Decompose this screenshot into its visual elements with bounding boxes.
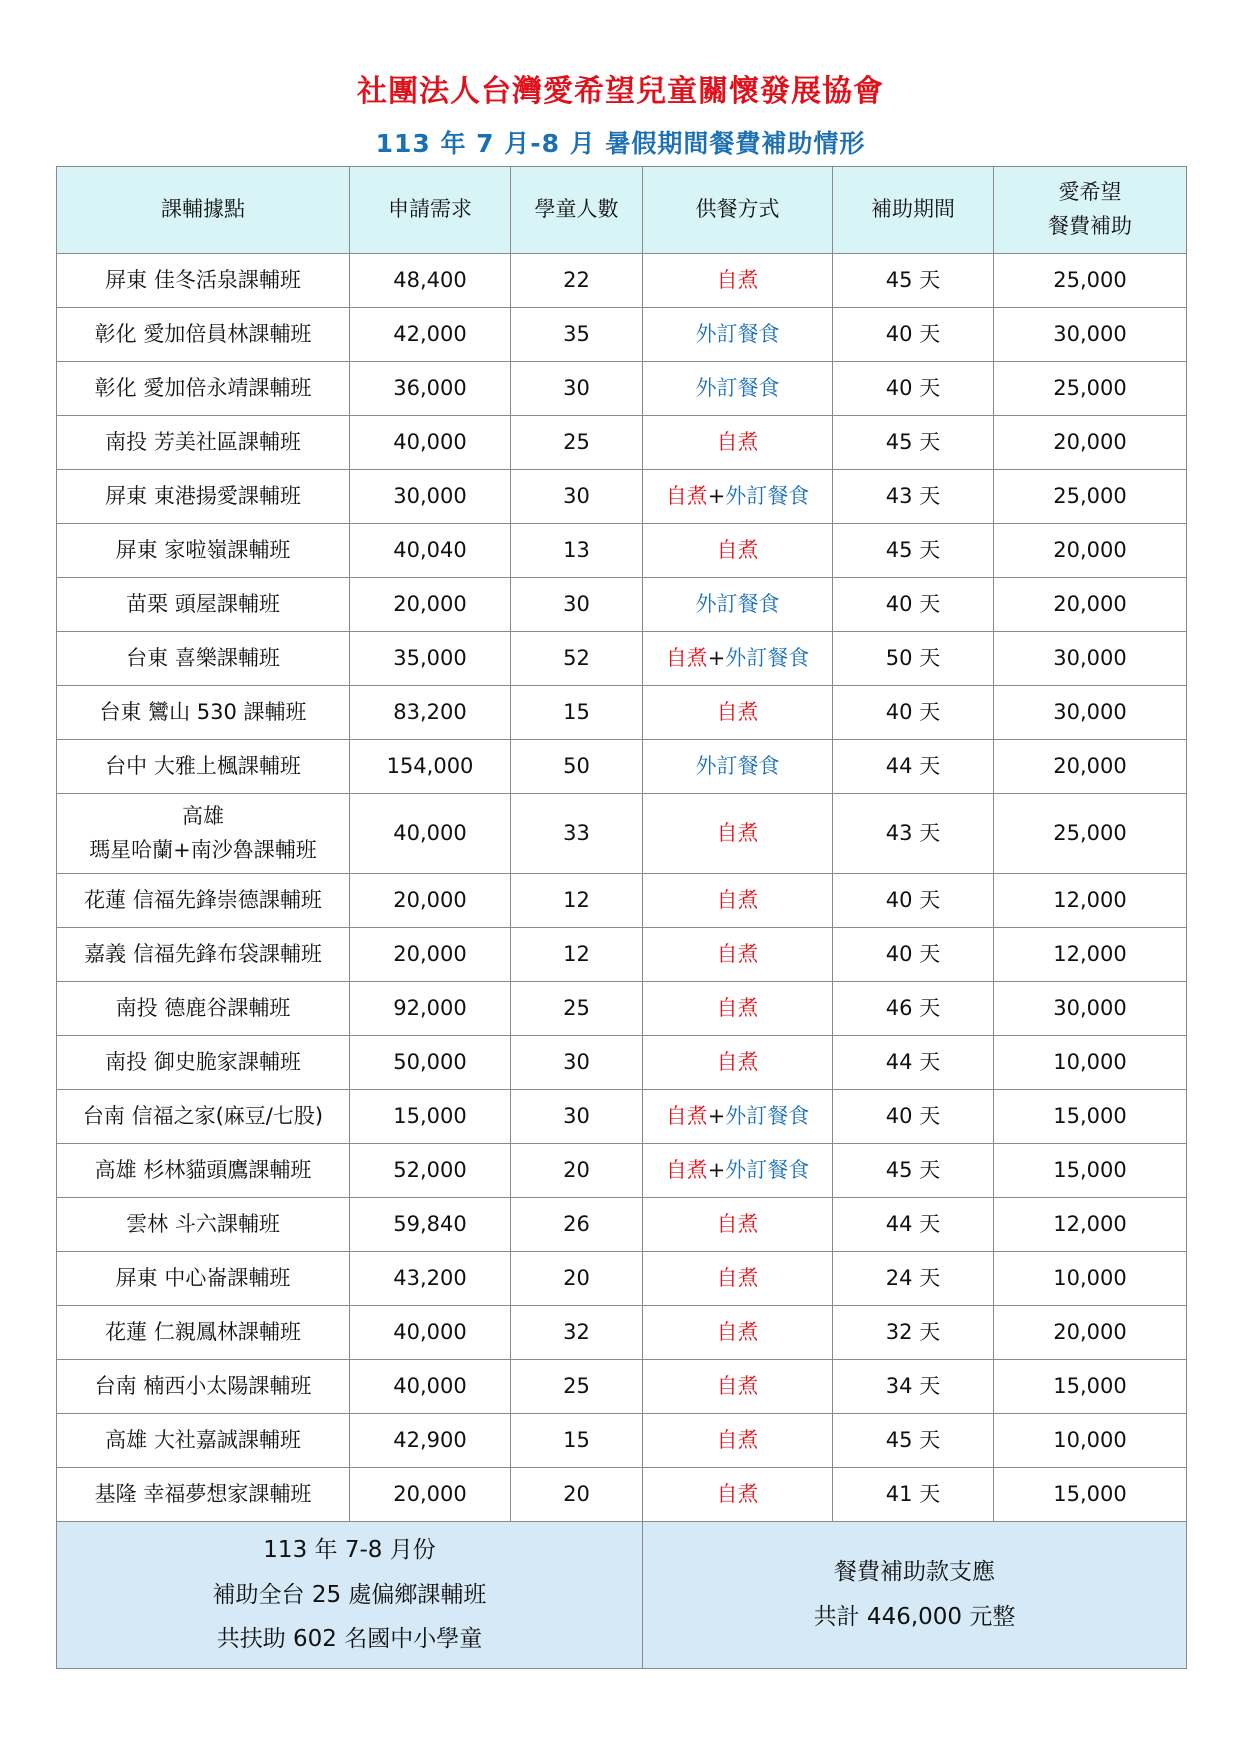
subsidy-cell: 10,000 <box>994 1414 1187 1468</box>
meal-self-cook: 自煮 <box>716 1319 759 1344</box>
period-cell: 24 天 <box>833 1252 994 1306</box>
subsidy-cell: 25,000 <box>994 794 1187 874</box>
period-cell: 44 天 <box>833 740 994 794</box>
meal-type-cell <box>643 686 833 740</box>
meal-self-cook: 自煮 <box>716 1373 759 1398</box>
meal-type-cell <box>643 982 833 1036</box>
subsidy-cell: 15,000 <box>994 1360 1187 1414</box>
subsidy-cell: 12,000 <box>994 874 1187 928</box>
meal-self-cook: 自煮 <box>716 429 759 454</box>
period-cell: 34 天 <box>833 1360 994 1414</box>
requested-cell: 30,000 <box>350 470 511 524</box>
site-cell: 嘉義 信福先鋒布袋課輔班 <box>57 928 350 982</box>
students-cell: 33 <box>511 794 643 874</box>
meal-self-cook: 自煮 <box>716 537 759 562</box>
table-row <box>57 1468 1187 1522</box>
period-cell: 43 天 <box>833 794 994 874</box>
meal-type-cell <box>643 362 833 416</box>
meal-ordered: 外訂餐食 <box>725 645 810 670</box>
meal-self-cook: 自煮 <box>716 699 759 724</box>
requested-cell: 52,000 <box>350 1144 511 1198</box>
students-cell: 15 <box>511 686 643 740</box>
period-cell: 40 天 <box>833 686 994 740</box>
table-row <box>57 1144 1187 1198</box>
meal-self-cook: 自煮 <box>716 820 759 845</box>
meal-type-cell <box>643 928 833 982</box>
table-row <box>57 1252 1187 1306</box>
subsidy-cell: 20,000 <box>994 416 1187 470</box>
site-cell: 屏東 東港揚愛課輔班 <box>57 470 350 524</box>
site-cell: 苗栗 頭屋課輔班 <box>57 578 350 632</box>
requested-cell: 36,000 <box>350 362 511 416</box>
students-cell: 30 <box>511 1090 643 1144</box>
table-row <box>57 686 1187 740</box>
table-row <box>57 578 1187 632</box>
meal-type-cell <box>643 632 833 686</box>
period-cell: 43 天 <box>833 470 994 524</box>
site-cell: 南投 御史脆家課輔班 <box>57 1036 350 1090</box>
table-row <box>57 874 1187 928</box>
summary-right <box>643 1522 1187 1669</box>
table-row <box>57 308 1187 362</box>
subsidy-cell: 12,000 <box>994 928 1187 982</box>
period-cell: 45 天 <box>833 416 994 470</box>
requested-cell: 20,000 <box>350 874 511 928</box>
meal-self-cook: 自煮 <box>716 887 759 912</box>
meal-type-cell <box>643 1252 833 1306</box>
table-row <box>57 362 1187 416</box>
header-students: 學童人數 <box>511 167 643 254</box>
subsidy-cell: 25,000 <box>994 362 1187 416</box>
site-cell: 南投 德鹿谷課輔班 <box>57 982 350 1036</box>
header-requested: 申請需求 <box>350 167 511 254</box>
table-row <box>57 524 1187 578</box>
summary-site-count: 補助全台 25 處偏鄉課輔班 <box>212 1581 487 1608</box>
requested-cell: 92,000 <box>350 982 511 1036</box>
subsidy-cell: 15,000 <box>994 1090 1187 1144</box>
meal-ordered: 外訂餐食 <box>725 1157 810 1182</box>
meal-type-cell <box>643 1360 833 1414</box>
table-row <box>57 416 1187 470</box>
period-cell: 40 天 <box>833 928 994 982</box>
requested-cell: 154,000 <box>350 740 511 794</box>
summary-row <box>57 1522 1187 1669</box>
meal-ordered: 外訂餐食 <box>725 483 810 508</box>
table-row <box>57 794 1187 874</box>
table-row <box>57 1090 1187 1144</box>
students-cell: 30 <box>511 470 643 524</box>
requested-cell: 40,000 <box>350 794 511 874</box>
students-cell: 12 <box>511 928 643 982</box>
table-row <box>57 632 1187 686</box>
meal-ordered: 外訂餐食 <box>695 591 780 616</box>
site-cell: 台東 喜樂課輔班 <box>57 632 350 686</box>
period-cell: 40 天 <box>833 1090 994 1144</box>
table-row <box>57 982 1187 1036</box>
subsidy-cell: 30,000 <box>994 982 1187 1036</box>
students-cell: 22 <box>511 254 643 308</box>
requested-cell: 20,000 <box>350 928 511 982</box>
meal-self-cook: 自煮 <box>665 1157 708 1182</box>
period-cell: 32 天 <box>833 1306 994 1360</box>
period-cell: 40 天 <box>833 874 994 928</box>
meal-plus-sign: + <box>707 645 726 670</box>
header-subsidy <box>994 167 1187 254</box>
period-cell: 44 天 <box>833 1036 994 1090</box>
meal-type-cell <box>643 794 833 874</box>
summary-period: 113 年 7-8 月份 <box>263 1536 436 1563</box>
meal-type-cell <box>643 578 833 632</box>
students-cell: 20 <box>511 1252 643 1306</box>
meal-ordered: 外訂餐食 <box>695 321 780 346</box>
meal-self-cook: 自煮 <box>716 1481 759 1506</box>
table-body <box>57 254 1187 1522</box>
meal-self-cook: 自煮 <box>716 267 759 292</box>
site-cell: 台中 大雅上楓課輔班 <box>57 740 350 794</box>
students-cell: 32 <box>511 1306 643 1360</box>
subsidy-cell: 15,000 <box>994 1144 1187 1198</box>
period-cell: 44 天 <box>833 1198 994 1252</box>
meal-type-cell <box>643 1198 833 1252</box>
requested-cell: 43,200 <box>350 1252 511 1306</box>
site-cell: 屏東 中心崙課輔班 <box>57 1252 350 1306</box>
header-subsidy-line1: 愛希望 <box>1058 180 1122 205</box>
period-cell: 45 天 <box>833 1144 994 1198</box>
table-header-row <box>57 167 1187 254</box>
students-cell: 30 <box>511 362 643 416</box>
meal-type-cell <box>643 470 833 524</box>
meal-self-cook: 自煮 <box>665 483 708 508</box>
period-cell: 45 天 <box>833 1414 994 1468</box>
site-cell <box>57 794 350 874</box>
site-cell: 台東 鸞山 530 課輔班 <box>57 686 350 740</box>
meal-type-cell <box>643 254 833 308</box>
requested-cell: 48,400 <box>350 254 511 308</box>
summary-total: 共計 446,000 元整 <box>813 1604 1016 1630</box>
meal-type-cell <box>643 1414 833 1468</box>
site-cell: 彰化 愛加倍員林課輔班 <box>57 308 350 362</box>
requested-cell: 15,000 <box>350 1090 511 1144</box>
meal-ordered: 外訂餐食 <box>695 375 780 400</box>
site-cell: 花蓮 信福先鋒崇德課輔班 <box>57 874 350 928</box>
requested-cell: 20,000 <box>350 1468 511 1522</box>
period-cell: 45 天 <box>833 524 994 578</box>
students-cell: 13 <box>511 524 643 578</box>
requested-cell: 40,040 <box>350 524 511 578</box>
table-row <box>57 1198 1187 1252</box>
table-row <box>57 1036 1187 1090</box>
students-cell: 25 <box>511 416 643 470</box>
meal-type-cell <box>643 1468 833 1522</box>
subsidy-cell: 20,000 <box>994 524 1187 578</box>
meal-self-cook: 自煮 <box>665 645 708 670</box>
students-cell: 35 <box>511 308 643 362</box>
table-row <box>57 928 1187 982</box>
report-subtitle: 113 年 7 月-8 月 暑假期間餐費補助情形 <box>375 129 866 158</box>
requested-cell: 42,000 <box>350 308 511 362</box>
subsidy-cell: 25,000 <box>994 470 1187 524</box>
site-cell: 高雄 大社嘉誠課輔班 <box>57 1414 350 1468</box>
site-name-line2: 瑪星哈蘭+南沙魯課輔班 <box>89 837 317 862</box>
students-cell: 52 <box>511 632 643 686</box>
site-cell: 雲林 斗六課輔班 <box>57 1198 350 1252</box>
meal-subsidy-table <box>56 166 1187 1669</box>
meal-type-cell <box>643 1144 833 1198</box>
summary-fund-label: 餐費補助款支應 <box>834 1559 995 1586</box>
summary-student-count: 共扶助 602 名國中小學童 <box>216 1626 483 1653</box>
subsidy-cell: 25,000 <box>994 254 1187 308</box>
subsidy-cell: 20,000 <box>994 578 1187 632</box>
requested-cell: 59,840 <box>350 1198 511 1252</box>
meal-plus-sign: + <box>707 1103 726 1128</box>
subsidy-cell: 15,000 <box>994 1468 1187 1522</box>
subsidy-cell: 20,000 <box>994 740 1187 794</box>
meal-type-cell <box>643 1036 833 1090</box>
subsidy-cell: 12,000 <box>994 1198 1187 1252</box>
students-cell: 20 <box>511 1144 643 1198</box>
period-cell: 45 天 <box>833 254 994 308</box>
requested-cell: 42,900 <box>350 1414 511 1468</box>
period-cell: 40 天 <box>833 362 994 416</box>
meal-self-cook: 自煮 <box>716 995 759 1020</box>
table-row <box>57 1360 1187 1414</box>
site-cell: 台南 楠西小太陽課輔班 <box>57 1360 350 1414</box>
site-cell: 彰化 愛加倍永靖課輔班 <box>57 362 350 416</box>
table-row <box>57 740 1187 794</box>
site-name-line1: 高雄 <box>182 803 224 828</box>
meal-self-cook: 自煮 <box>716 1049 759 1074</box>
site-cell: 花蓮 仁親鳳林課輔班 <box>57 1306 350 1360</box>
students-cell: 26 <box>511 1198 643 1252</box>
header-subsidy-line2: 餐費補助 <box>1048 214 1132 238</box>
period-cell: 40 天 <box>833 308 994 362</box>
site-cell: 基隆 幸福夢想家課輔班 <box>57 1468 350 1522</box>
requested-cell: 83,200 <box>350 686 511 740</box>
header-site: 課輔據點 <box>57 167 350 254</box>
site-cell: 南投 芳美社區課輔班 <box>57 416 350 470</box>
students-cell: 20 <box>511 1468 643 1522</box>
meal-self-cook: 自煮 <box>716 1427 759 1452</box>
subsidy-cell: 20,000 <box>994 1306 1187 1360</box>
site-cell: 台南 信福之家(麻豆/七股) <box>57 1090 350 1144</box>
site-cell: 屏東 佳冬活泉課輔班 <box>57 254 350 308</box>
meal-type-cell <box>643 740 833 794</box>
meal-self-cook: 自煮 <box>716 941 759 966</box>
table-row <box>57 1306 1187 1360</box>
students-cell: 12 <box>511 874 643 928</box>
meal-type-cell <box>643 874 833 928</box>
subsidy-cell: 30,000 <box>994 632 1187 686</box>
meal-type-cell <box>643 524 833 578</box>
students-cell: 30 <box>511 578 643 632</box>
requested-cell: 20,000 <box>350 578 511 632</box>
summary-left <box>57 1522 643 1669</box>
header-period: 補助期間 <box>833 167 994 254</box>
students-cell: 50 <box>511 740 643 794</box>
requested-cell: 40,000 <box>350 1360 511 1414</box>
requested-cell: 40,000 <box>350 1306 511 1360</box>
meal-type-cell <box>643 1090 833 1144</box>
site-cell: 屏東 家啦嶺課輔班 <box>57 524 350 578</box>
meal-plus-sign: + <box>707 1157 726 1182</box>
students-cell: 15 <box>511 1414 643 1468</box>
period-cell: 41 天 <box>833 1468 994 1522</box>
site-cell: 高雄 杉林貓頭鷹課輔班 <box>57 1144 350 1198</box>
meal-self-cook: 自煮 <box>665 1103 708 1128</box>
meal-ordered: 外訂餐食 <box>725 1103 810 1128</box>
students-cell: 25 <box>511 1360 643 1414</box>
students-cell: 30 <box>511 1036 643 1090</box>
meal-self-cook: 自煮 <box>716 1265 759 1290</box>
organization-title: 社團法人台灣愛希望兒童關懷發展協會 <box>357 74 884 109</box>
subsidy-cell: 10,000 <box>994 1252 1187 1306</box>
header-meal-type: 供餐方式 <box>643 167 833 254</box>
meal-type-cell <box>643 308 833 362</box>
meal-plus-sign: + <box>707 483 726 508</box>
subsidy-cell: 30,000 <box>994 686 1187 740</box>
table-row <box>57 470 1187 524</box>
students-cell: 25 <box>511 982 643 1036</box>
meal-type-cell <box>643 416 833 470</box>
period-cell: 40 天 <box>833 578 994 632</box>
meal-self-cook: 自煮 <box>716 1211 759 1236</box>
meal-type-cell <box>643 1306 833 1360</box>
requested-cell: 35,000 <box>350 632 511 686</box>
requested-cell: 50,000 <box>350 1036 511 1090</box>
requested-cell: 40,000 <box>350 416 511 470</box>
period-cell: 50 天 <box>833 632 994 686</box>
subsidy-cell: 30,000 <box>994 308 1187 362</box>
table-row <box>57 1414 1187 1468</box>
period-cell: 46 天 <box>833 982 994 1036</box>
meal-ordered: 外訂餐食 <box>695 753 780 778</box>
subsidy-cell: 10,000 <box>994 1036 1187 1090</box>
table-row <box>57 254 1187 308</box>
